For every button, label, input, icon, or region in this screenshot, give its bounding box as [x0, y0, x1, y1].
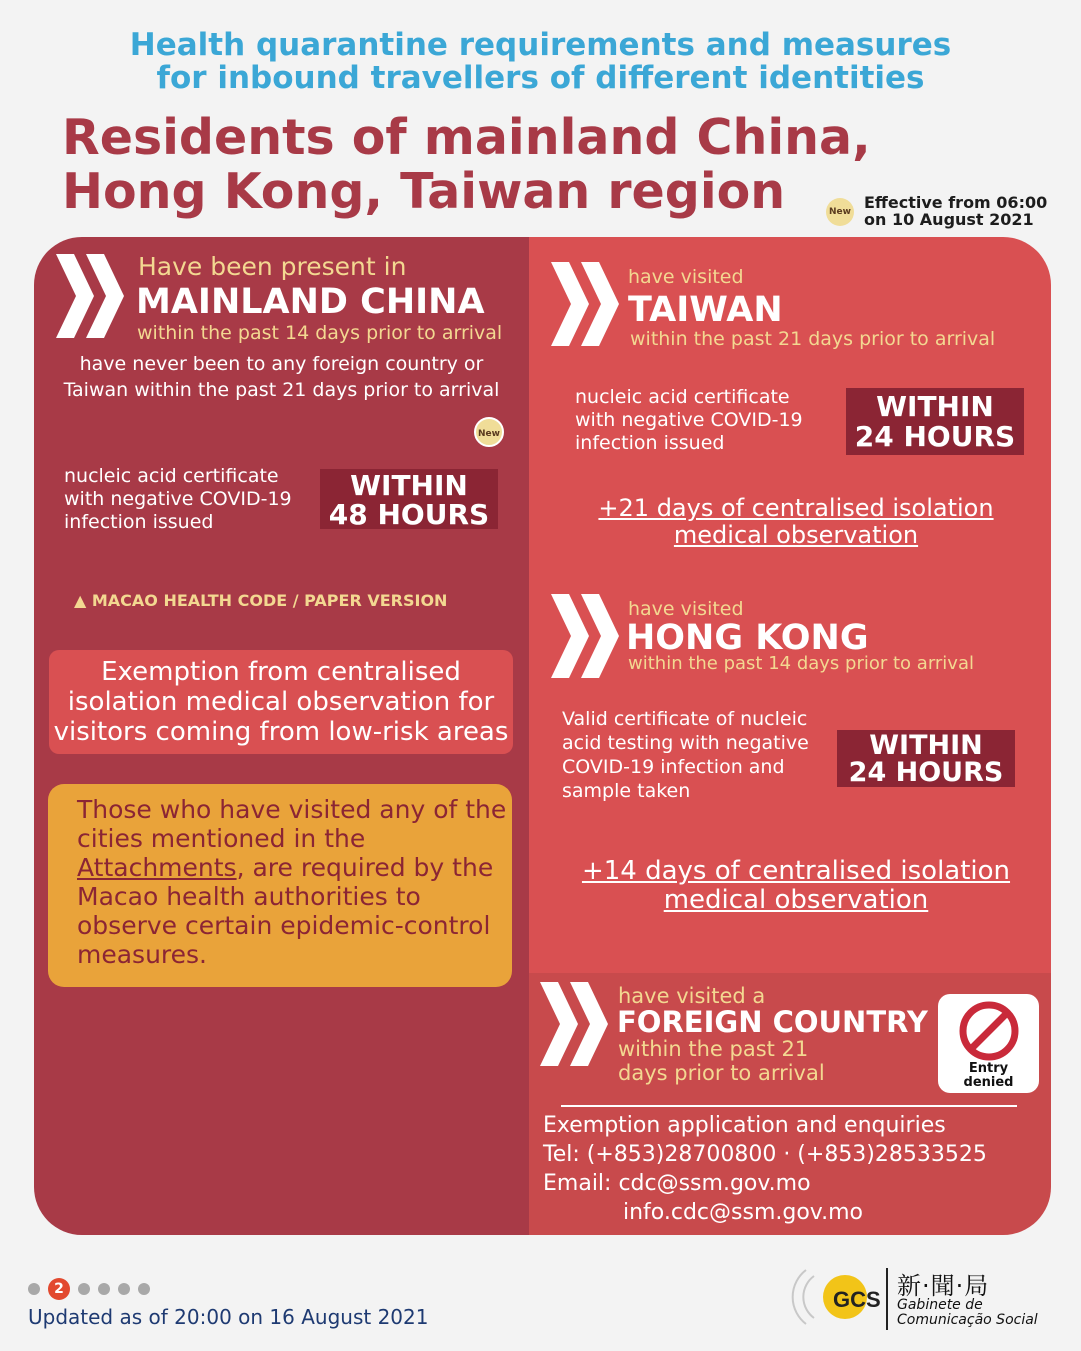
taiwan-isolation: [566, 495, 1026, 549]
entry-denied-text: [938, 1062, 1039, 1090]
entry-denied-badge: [938, 994, 1039, 1093]
logo-pt-line-2: Comunicação Social: [897, 1312, 1038, 1328]
note-line-3-rest: , are required by the: [236, 853, 494, 882]
hongkong-cert-line-3: COVID-19 infection and: [562, 756, 785, 778]
note-line-4: Macao health authorities to: [77, 882, 421, 911]
foreign-period: [618, 1037, 825, 1085]
header-line-1: Health quarantine requirements and measures: [129, 27, 952, 63]
contact-info: [543, 1111, 987, 1227]
page-dot-current[interactable]: 2: [48, 1278, 70, 1300]
no-entry-icon: [958, 1000, 1020, 1062]
logo-pt-line-1: Gabinete de: [897, 1297, 983, 1313]
hongkong-within-badge: [837, 730, 1015, 787]
hongkong-cert-line-2: acid testing with negative: [562, 732, 809, 754]
note-line-2: cities mentioned in the: [77, 824, 366, 853]
contact-email-1[interactable]: Email: cdc@ssm.gov.mo: [543, 1171, 811, 1196]
mainland-condition-1: have never been to any foreign country or: [79, 353, 484, 375]
contact-tel[interactable]: Tel: (+853)28700800 · (+853)28533525: [543, 1142, 987, 1167]
exemption-line-2: isolation medical observation for: [67, 687, 495, 717]
mainland-cert-line-1: nucleic acid certificate: [64, 465, 279, 487]
hongkong-certificate: [562, 707, 809, 803]
hongkong-cert-line-1: Valid certificate of nucleic: [562, 708, 808, 730]
logo-divider: [886, 1268, 888, 1330]
taiwan-intro: have visited: [628, 266, 744, 288]
taiwan-iso-line-2: medical observation: [673, 521, 919, 549]
taiwan-cert-line-3: infection issued: [575, 432, 725, 454]
page-dot[interactable]: [138, 1283, 150, 1295]
mainland-certificate: [64, 465, 292, 534]
page-dot[interactable]: [78, 1283, 90, 1295]
mainland-within-label: WITHIN: [350, 469, 468, 502]
mainland-intro: Have been present in: [138, 252, 407, 281]
new-badge-mainland: New: [474, 417, 504, 447]
page-title-line-2: Hong Kong, Taiwan region: [62, 163, 786, 220]
note-line-1: Those who have visited any of the: [77, 795, 507, 824]
effective-date: [864, 194, 1047, 228]
hongkong-iso-line-2: medical observation: [663, 885, 929, 915]
entry-denied-line-1: Entry: [968, 1061, 1009, 1076]
hongkong-within-label: WITHIN: [869, 730, 983, 761]
taiwan-cert-line-1: nucleic acid certificate: [575, 386, 790, 408]
mainland-within-hours: 48 HOURS: [328, 498, 490, 531]
attachments-note: [48, 784, 512, 987]
taiwan-iso-line-1: +21 days of centralised isolation: [598, 494, 994, 522]
entry-denied-line-2: denied: [963, 1075, 1014, 1090]
hongkong-within-hours: 24 HOURS: [848, 757, 1004, 788]
chevron-right-icon: [56, 254, 126, 338]
taiwan-period: within the past 21 days prior to arrival: [630, 328, 996, 350]
note-line-6: measures.: [77, 940, 208, 969]
mainland-cert-line-3: infection issued: [64, 511, 214, 533]
foreign-intro: have visited a: [618, 984, 766, 1008]
hongkong-isolation: [566, 857, 1026, 915]
chevron-right-icon: [551, 594, 621, 678]
foreign-period-line-2: days prior to arrival: [618, 1061, 825, 1085]
effective-line-1: Effective from 06:00: [864, 193, 1048, 212]
mainland-within-badge: [320, 469, 498, 529]
taiwan-place: TAIWAN: [628, 290, 783, 330]
logo-portuguese-name: [897, 1298, 1038, 1328]
taiwan-cert-line-2: with negative COVID-19: [575, 409, 803, 431]
contact-title: Exemption application and enquiries: [543, 1113, 946, 1138]
updated-time: Updated as of 20:00 on 16 August 2021: [28, 1305, 429, 1329]
foreign-period-line-1: within the past 21: [618, 1037, 809, 1061]
hongkong-cert-line-4: sample taken: [562, 780, 691, 802]
page-indicator: [28, 1278, 150, 1300]
gcs-logo-mark: GCS: [833, 1287, 881, 1312]
note-line-3: [77, 853, 512, 882]
page-dot[interactable]: [98, 1283, 110, 1295]
exemption-line-3: visitors coming from low-risk areas: [53, 717, 509, 747]
page-dot[interactable]: [118, 1283, 130, 1295]
chevron-right-icon: [540, 982, 610, 1066]
exemption-box: [49, 650, 513, 754]
new-badge: New: [826, 198, 854, 226]
header-line-2: for inbound travellers of different identities: [156, 60, 925, 96]
mainland-place: MAINLAND CHINA: [136, 282, 485, 322]
health-code-label: ▲ MACAO HEALTH CODE / PAPER VERSION: [74, 591, 448, 610]
divider: [561, 1105, 1017, 1107]
contact-email-2[interactable]: info.cdc@ssm.gov.mo: [623, 1200, 863, 1225]
hongkong-place: HONG KONG: [626, 618, 869, 658]
hongkong-period: within the past 14 days prior to arrival: [628, 653, 974, 674]
logo-chinese-name: 新·聞·局: [897, 1272, 990, 1300]
mainland-period: within the past 14 days prior to arrival: [137, 322, 503, 344]
page-title-line-1: Residents of mainland China,: [62, 109, 871, 166]
mainland-cert-line-2: with negative COVID-19: [64, 488, 292, 510]
exemption-line-1: Exemption from centralised: [101, 657, 461, 687]
taiwan-certificate: [575, 386, 803, 455]
hongkong-intro: have visited: [628, 598, 744, 620]
mainland-condition-2: Taiwan within the past 21 days prior to arrival: [63, 379, 500, 401]
attachments-link[interactable]: Attachments: [77, 853, 237, 882]
chevron-right-icon: [551, 262, 621, 346]
taiwan-within-label: WITHIN: [876, 390, 994, 423]
note-line-5: observe certain epidemic-control: [77, 911, 491, 940]
gcs-logo-icon: [790, 1262, 890, 1332]
page-dot[interactable]: [28, 1283, 40, 1295]
taiwan-within-badge: [846, 388, 1024, 455]
effective-line-2: on 10 August 2021: [864, 210, 1034, 229]
hongkong-iso-line-1: +14 days of centralised isolation: [581, 856, 1011, 886]
foreign-place: FOREIGN COUNTRY: [617, 1005, 928, 1039]
taiwan-within-hours: 24 HOURS: [854, 420, 1016, 453]
